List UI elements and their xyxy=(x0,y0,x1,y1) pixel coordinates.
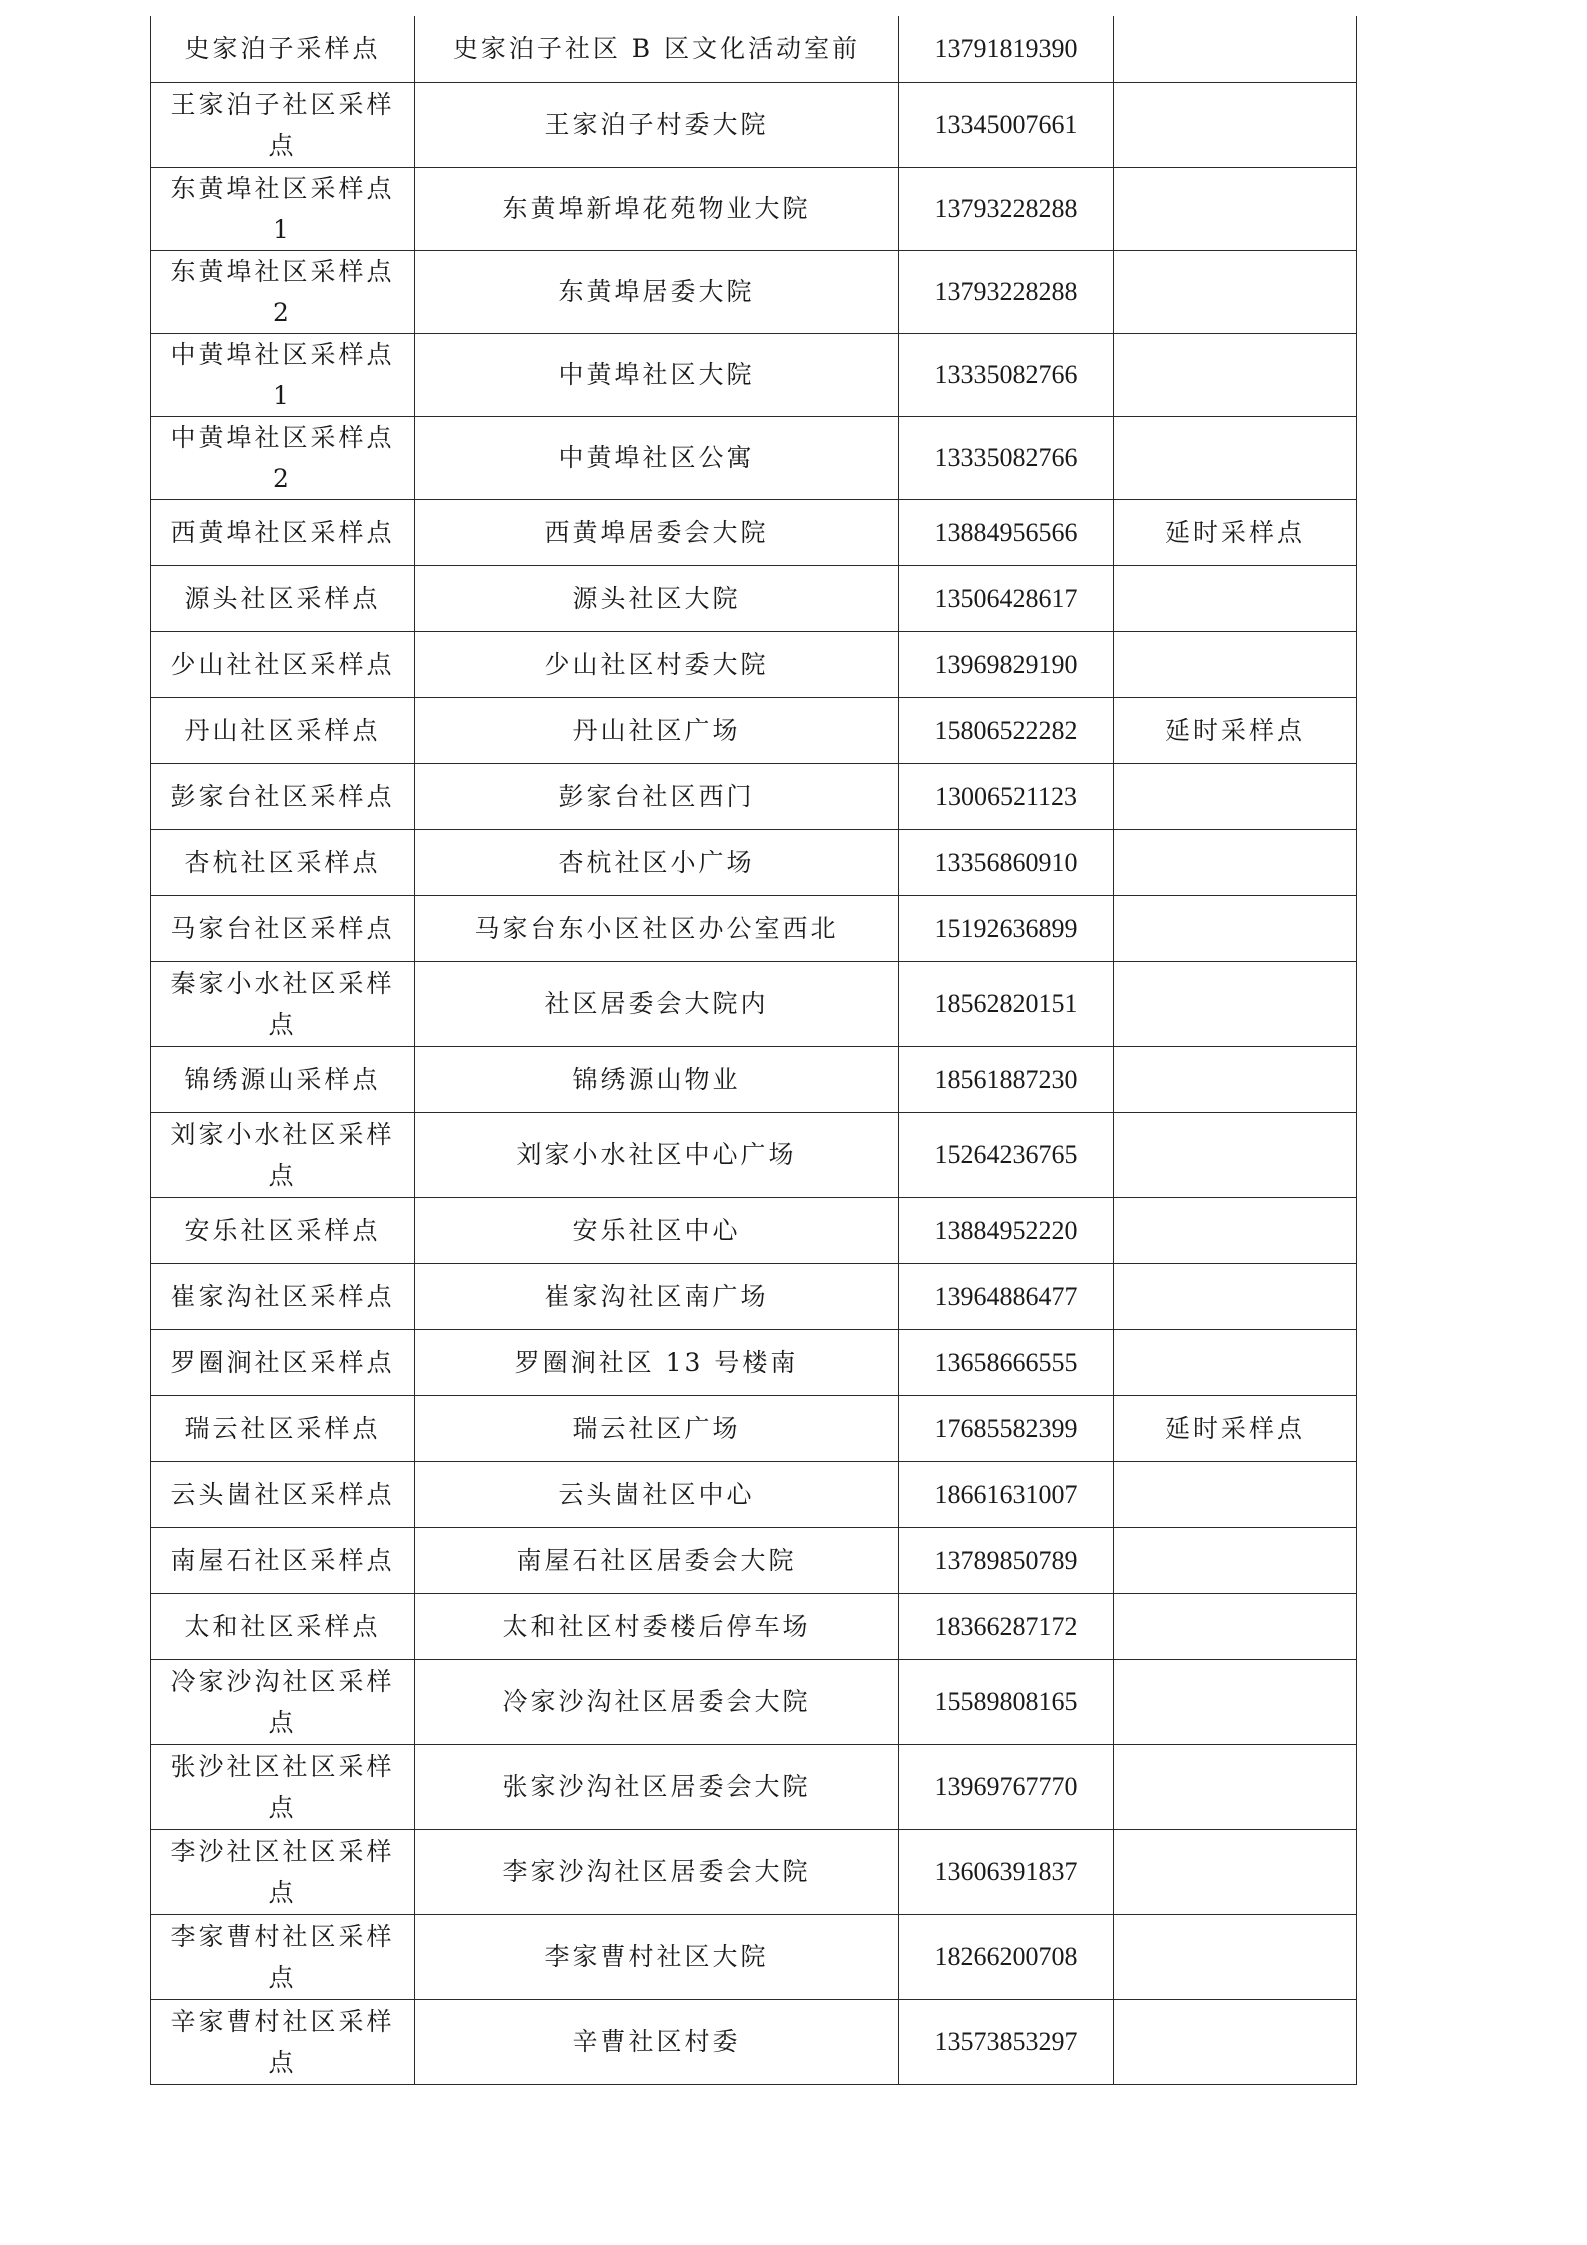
site-name-cell: 少山社社区采样点 xyxy=(151,631,415,697)
note-cell xyxy=(1114,1197,1357,1263)
location-cell: 彭家台社区西门 xyxy=(415,763,899,829)
table-row xyxy=(151,1197,1357,1263)
note-cell: 延时采样点 xyxy=(1114,697,1357,763)
sampling-sites-table xyxy=(150,16,1357,2085)
note-cell xyxy=(1114,1112,1357,1197)
table-row xyxy=(151,1329,1357,1395)
phone-cell: 18366287172 xyxy=(899,1593,1114,1659)
site-name-cell: 冷家沙沟社区采样点 xyxy=(151,1659,415,1744)
phone-cell: 13789850789 xyxy=(899,1527,1114,1593)
location-cell: 辛曹社区村委 xyxy=(415,1999,899,2084)
phone-cell: 18562820151 xyxy=(899,961,1114,1046)
location-cell: 马家台东小区社区办公室西北 xyxy=(415,895,899,961)
note-cell xyxy=(1114,565,1357,631)
table-body xyxy=(151,16,1357,2084)
site-name-cell: 辛家曹村社区采样点 xyxy=(151,1999,415,2084)
note-cell xyxy=(1114,250,1357,333)
site-name-cell: 崔家沟社区采样点 xyxy=(151,1263,415,1329)
site-name-cell: 源头社区采样点 xyxy=(151,565,415,631)
phone-cell: 13969767770 xyxy=(899,1744,1114,1829)
location-cell: 南屋石社区居委会大院 xyxy=(415,1527,899,1593)
phone-cell: 15806522282 xyxy=(899,697,1114,763)
phone-cell: 13606391837 xyxy=(899,1829,1114,1914)
location-cell: 东黄埠新埠花苑物业大院 xyxy=(415,167,899,250)
site-name-cell: 南屋石社区采样点 xyxy=(151,1527,415,1593)
note-cell: 延时采样点 xyxy=(1114,1395,1357,1461)
location-cell: 李家沙沟社区居委会大院 xyxy=(415,1829,899,1914)
site-name-cell: 秦家小水社区采样点 xyxy=(151,961,415,1046)
table-row xyxy=(151,1527,1357,1593)
note-cell xyxy=(1114,763,1357,829)
note-cell xyxy=(1114,16,1357,82)
site-name-cell: 王家泊子社区采样点 xyxy=(151,82,415,167)
phone-cell: 13964886477 xyxy=(899,1263,1114,1329)
site-name-cell: 李沙社区社区采样点 xyxy=(151,1829,415,1914)
note-cell xyxy=(1114,1593,1357,1659)
phone-cell: 13006521123 xyxy=(899,763,1114,829)
site-name-cell: 东黄埠社区采样点 2 xyxy=(151,250,415,333)
location-cell: 东黄埠居委大院 xyxy=(415,250,899,333)
table-row xyxy=(151,1046,1357,1112)
phone-cell: 13345007661 xyxy=(899,82,1114,167)
table-row xyxy=(151,565,1357,631)
site-name-cell: 瑞云社区采样点 xyxy=(151,1395,415,1461)
site-name-cell: 罗圈涧社区采样点 xyxy=(151,1329,415,1395)
phone-cell: 13793228288 xyxy=(899,167,1114,250)
note-cell xyxy=(1114,1829,1357,1914)
location-cell: 崔家沟社区南广场 xyxy=(415,1263,899,1329)
location-cell: 冷家沙沟社区居委会大院 xyxy=(415,1659,899,1744)
location-cell: 云头崮社区中心 xyxy=(415,1461,899,1527)
site-name-cell: 太和社区采样点 xyxy=(151,1593,415,1659)
table-row xyxy=(151,1593,1357,1659)
site-name-cell: 史家泊子采样点 xyxy=(151,16,415,82)
phone-cell: 13658666555 xyxy=(899,1329,1114,1395)
site-name-cell: 西黄埠社区采样点 xyxy=(151,499,415,565)
table-row xyxy=(151,763,1357,829)
table-row xyxy=(151,697,1357,763)
location-cell: 源头社区大院 xyxy=(415,565,899,631)
note-cell xyxy=(1114,1914,1357,1999)
table-row xyxy=(151,895,1357,961)
phone-cell: 13573853297 xyxy=(899,1999,1114,2084)
table-row xyxy=(151,499,1357,565)
note-cell xyxy=(1114,1744,1357,1829)
location-cell: 史家泊子社区 B 区文化活动室前 xyxy=(415,16,899,82)
phone-cell: 13335082766 xyxy=(899,416,1114,499)
note-cell xyxy=(1114,82,1357,167)
site-name-cell: 中黄埠社区采样点 1 xyxy=(151,333,415,416)
phone-cell: 13506428617 xyxy=(899,565,1114,631)
location-cell: 中黄埠社区大院 xyxy=(415,333,899,416)
location-cell: 安乐社区中心 xyxy=(415,1197,899,1263)
table-row xyxy=(151,631,1357,697)
site-name-cell: 彭家台社区采样点 xyxy=(151,763,415,829)
site-name-cell: 李家曹村社区采样点 xyxy=(151,1914,415,1999)
site-name-cell: 杏杭社区采样点 xyxy=(151,829,415,895)
site-name-cell: 云头崮社区采样点 xyxy=(151,1461,415,1527)
table-row xyxy=(151,250,1357,333)
phone-cell: 18661631007 xyxy=(899,1461,1114,1527)
phone-cell: 13884956566 xyxy=(899,499,1114,565)
site-name-cell: 丹山社区采样点 xyxy=(151,697,415,763)
location-cell: 太和社区村委楼后停车场 xyxy=(415,1593,899,1659)
table-row xyxy=(151,16,1357,82)
site-name-cell: 安乐社区采样点 xyxy=(151,1197,415,1263)
phone-cell: 18266200708 xyxy=(899,1914,1114,1999)
location-cell: 社区居委会大院内 xyxy=(415,961,899,1046)
table-row xyxy=(151,1112,1357,1197)
table-row xyxy=(151,416,1357,499)
location-cell: 杏杭社区小广场 xyxy=(415,829,899,895)
table-row xyxy=(151,961,1357,1046)
note-cell xyxy=(1114,961,1357,1046)
note-cell xyxy=(1114,1263,1357,1329)
table-row xyxy=(151,167,1357,250)
note-cell xyxy=(1114,416,1357,499)
note-cell: 延时采样点 xyxy=(1114,499,1357,565)
location-cell: 王家泊子村委大院 xyxy=(415,82,899,167)
location-cell: 李家曹村社区大院 xyxy=(415,1914,899,1999)
location-cell: 少山社区村委大院 xyxy=(415,631,899,697)
phone-cell: 15192636899 xyxy=(899,895,1114,961)
table-row xyxy=(151,1461,1357,1527)
location-cell: 罗圈涧社区 13 号楼南 xyxy=(415,1329,899,1395)
note-cell xyxy=(1114,1046,1357,1112)
location-cell: 刘家小水社区中心广场 xyxy=(415,1112,899,1197)
location-cell: 瑞云社区广场 xyxy=(415,1395,899,1461)
location-cell: 张家沙沟社区居委会大院 xyxy=(415,1744,899,1829)
location-cell: 丹山社区广场 xyxy=(415,697,899,763)
location-cell: 锦绣源山物业 xyxy=(415,1046,899,1112)
note-cell xyxy=(1114,1659,1357,1744)
site-name-cell: 东黄埠社区采样点 1 xyxy=(151,167,415,250)
note-cell xyxy=(1114,895,1357,961)
table-row xyxy=(151,829,1357,895)
phone-cell: 13791819390 xyxy=(899,16,1114,82)
note-cell xyxy=(1114,167,1357,250)
site-name-cell: 马家台社区采样点 xyxy=(151,895,415,961)
note-cell xyxy=(1114,1527,1357,1593)
note-cell xyxy=(1114,829,1357,895)
phone-cell: 13793228288 xyxy=(899,250,1114,333)
phone-cell: 13335082766 xyxy=(899,333,1114,416)
table-row xyxy=(151,1829,1357,1914)
note-cell xyxy=(1114,1461,1357,1527)
note-cell xyxy=(1114,1999,1357,2084)
note-cell xyxy=(1114,631,1357,697)
note-cell xyxy=(1114,333,1357,416)
table-row xyxy=(151,1263,1357,1329)
note-cell xyxy=(1114,1329,1357,1395)
table-row xyxy=(151,1914,1357,1999)
site-name-cell: 张沙社区社区采样点 xyxy=(151,1744,415,1829)
table-row xyxy=(151,82,1357,167)
phone-cell: 17685582399 xyxy=(899,1395,1114,1461)
table-row xyxy=(151,1744,1357,1829)
table-row xyxy=(151,333,1357,416)
site-name-cell: 中黄埠社区采样点 2 xyxy=(151,416,415,499)
phone-cell: 13884952220 xyxy=(899,1197,1114,1263)
phone-cell: 18561887230 xyxy=(899,1046,1114,1112)
phone-cell: 15264236765 xyxy=(899,1112,1114,1197)
site-name-cell: 锦绣源山采样点 xyxy=(151,1046,415,1112)
phone-cell: 13969829190 xyxy=(899,631,1114,697)
table-row xyxy=(151,1395,1357,1461)
table-row xyxy=(151,1659,1357,1744)
location-cell: 西黄埠居委会大院 xyxy=(415,499,899,565)
table-row xyxy=(151,1999,1357,2084)
location-cell: 中黄埠社区公寓 xyxy=(415,416,899,499)
phone-cell: 15589808165 xyxy=(899,1659,1114,1744)
phone-cell: 13356860910 xyxy=(899,829,1114,895)
site-name-cell: 刘家小水社区采样点 xyxy=(151,1112,415,1197)
